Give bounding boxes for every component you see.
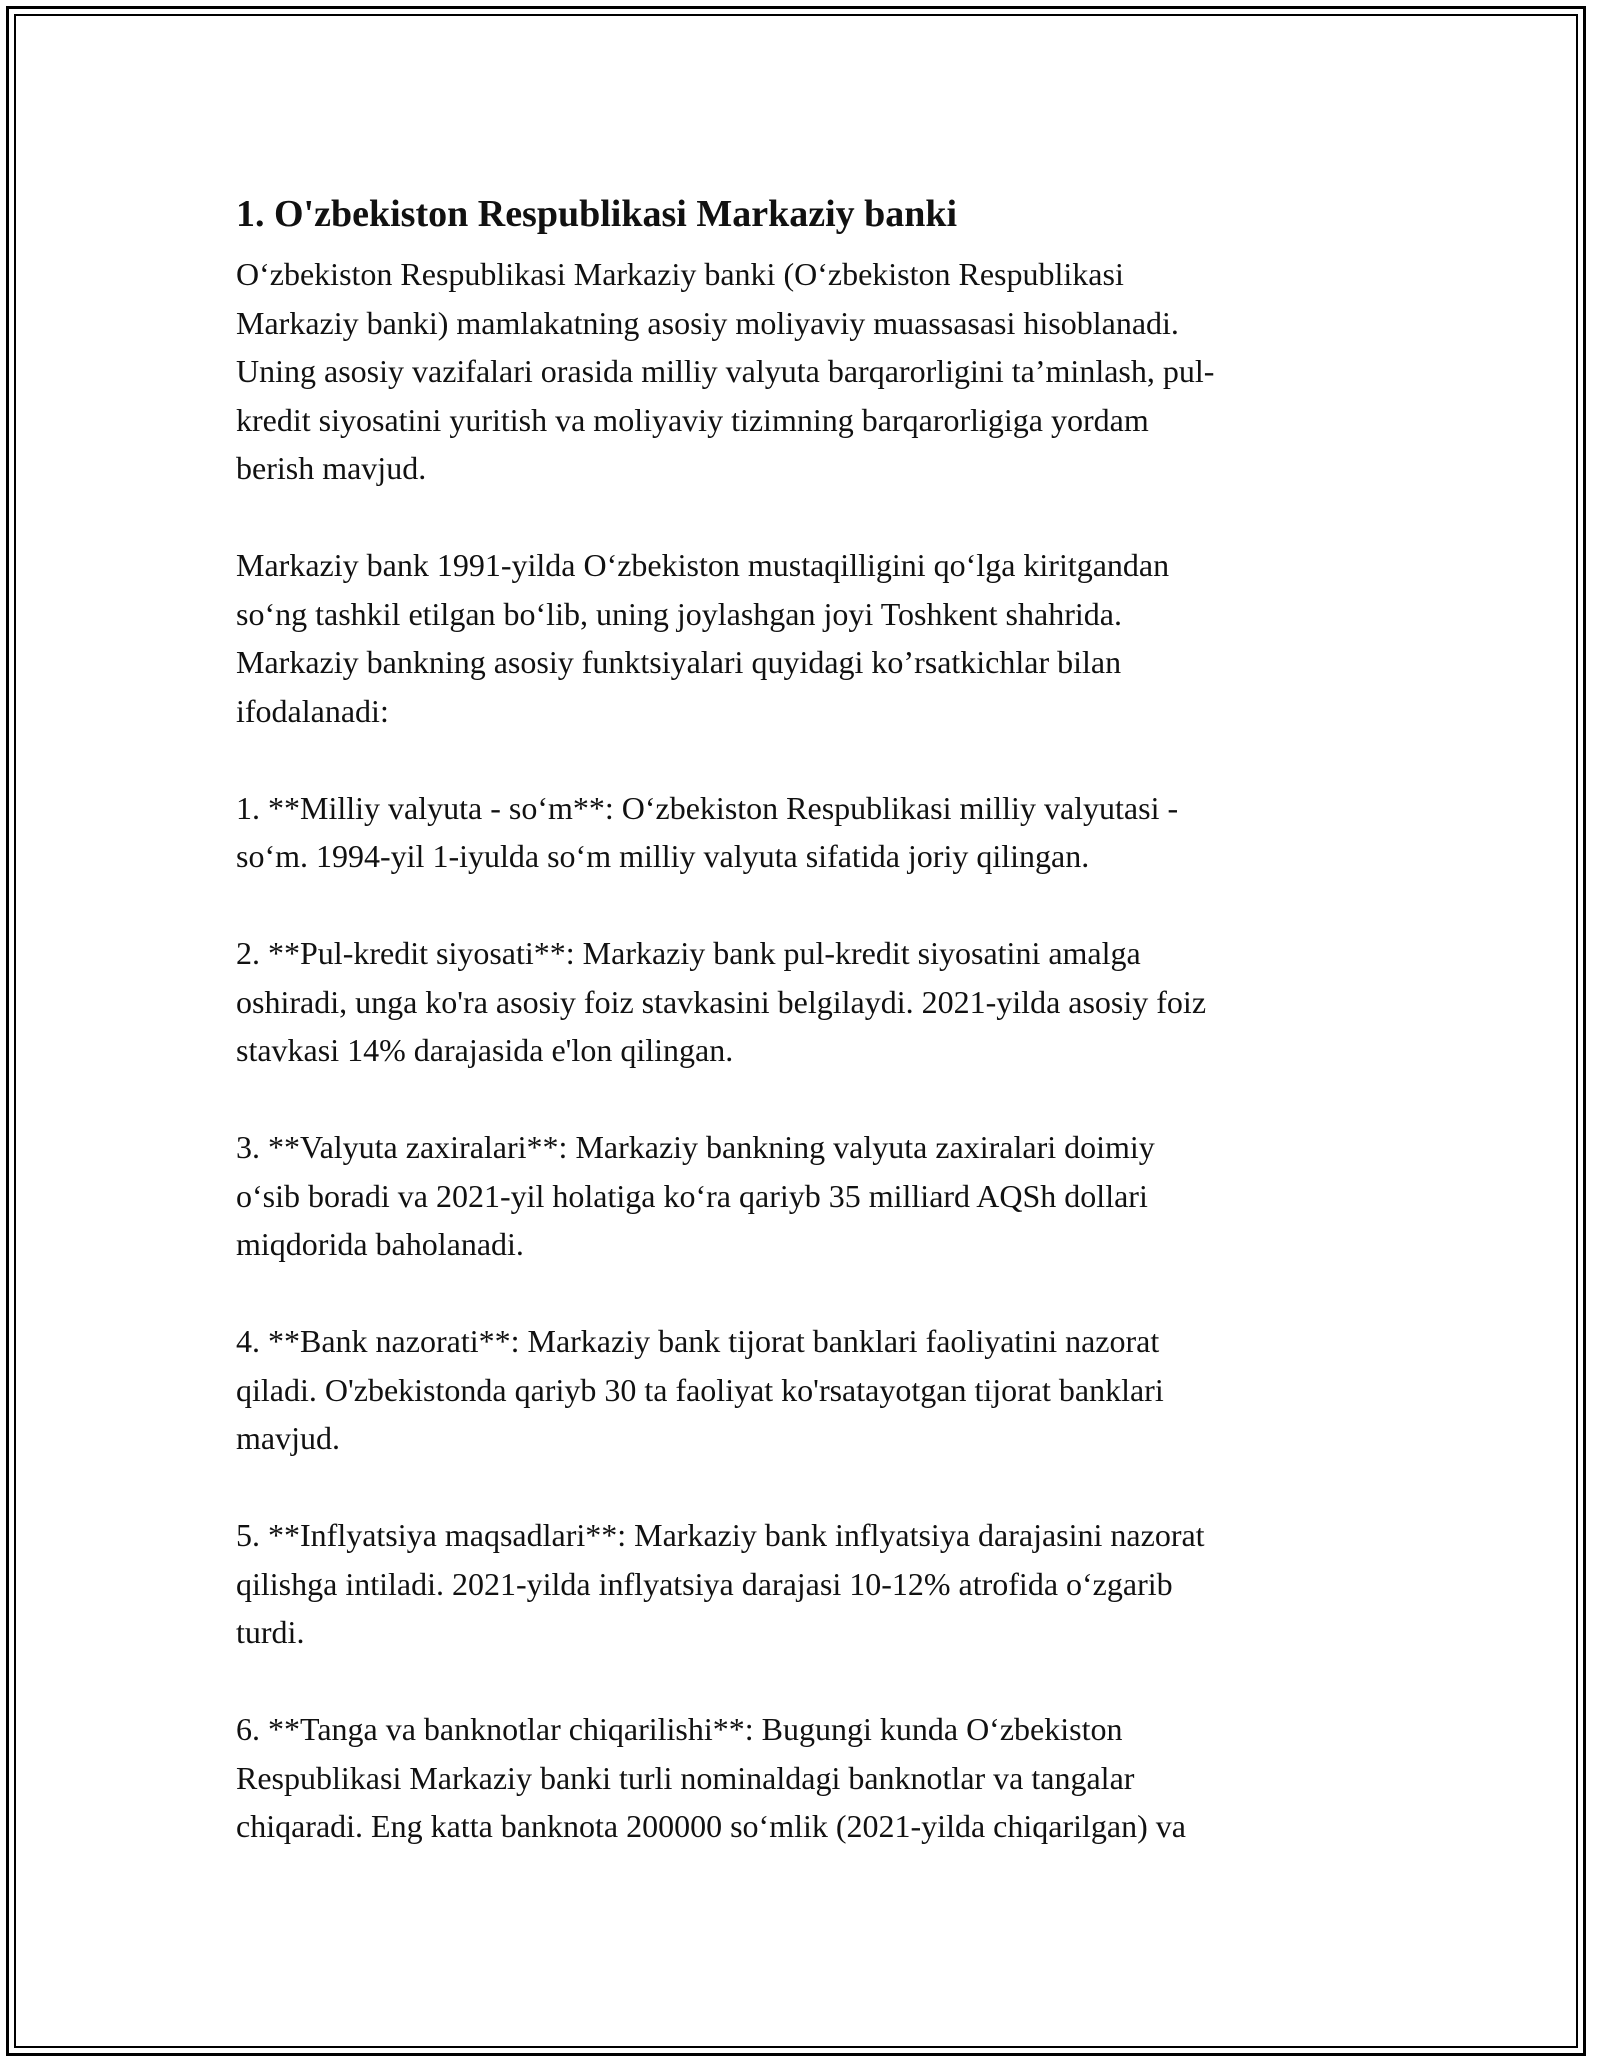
text-line: so‘ng tashkil etilgan bo‘lib, uning joylashgan joyi Toshkent shahrida. [236,595,1122,632]
paragraph-history [236,541,1376,735]
text-line: qiladi. O'zbekistonda qariyb 30 ta faoliyat ko'rsatayotgan tijorat banklari [236,1371,1164,1408]
text-line: miqdorida baholanadi. [236,1226,524,1262]
text-line: berish mavjud. [236,450,427,486]
text-line: 6. **Tanga va banknotlar chiqarilishi**: Bugungi kunda O‘zbekiston [236,1711,1123,1747]
text-line: chiqaradi. Eng katta banknota 200000 so‘mlik (2021-yilda chiqarilgan) va [236,1808,1186,1844]
text-line: 4. **Bank nazorati**: Markaziy bank tijorat banklari faoliyatini nazorat [236,1323,1160,1359]
document-title: 1. O'zbekiston Respublikasi Markaziy banki [236,193,958,235]
text-line: Markaziy bankning asosiy funktsiyalari quyidagi ko’rsatkichlar bilan [236,644,1122,680]
text-line: 1. **Milliy valyuta - so‘m**: O‘zbekiston Respublikasi milliy valyutasi - [236,789,1179,826]
text-line: O‘zbekiston Respublikasi Markaziy banki (O‘zbekiston Respublikasi [236,256,1124,292]
list-item-banknotes [236,1705,1376,1851]
text-line: Respublikasi Markaziy banki turli nominaldagi banknotlar va tangalar [236,1759,1135,1796]
text-line: Markaziy bank 1991-yilda O‘zbekiston mustaqilligini qo‘lga kiritgandan [236,547,1170,583]
text-line: Markaziy banki) mamlakatning asosiy moliyaviy muassasasi hisoblanadi. [236,304,1179,341]
text-line: mavjud. [236,1420,340,1456]
text-line: ifodalanadi: [236,692,389,729]
list-item-monetary-policy [236,929,1376,1075]
text-line: 5. **Inflyatsiya maqsadlari**: Markaziy bank inflyatsiya darajasini nazorat [236,1517,1205,1553]
list-item-inflation [236,1511,1376,1657]
text-line: Uning asosiy vazifalari orasida milliy valyuta barqarorligini ta’minlash, pul- [236,353,1215,389]
text-line: o‘sib boradi va 2021-yil holatiga ko‘ra qariyb 35 milliard AQSh dollari [236,1177,1148,1214]
text-line: so‘m. 1994-yil 1-iyulda so‘m milliy valyuta sifatida joriy qilingan. [236,838,1090,874]
text-line: kredit siyosatini yuritish va moliyaviy tizimning barqarorligiga yordam [236,401,1149,438]
text-line: qilishga intiladi. 2021-yilda inflyatsiya darajasi 10-12% atrofida o‘zgarib [236,1565,1173,1602]
paragraph-intro [236,250,1376,493]
document-page [236,184,1376,1851]
text-line: 3. **Valyuta zaxiralari**: Markaziy bankning valyuta zaxiralari doimiy [236,1129,1155,1165]
text-line: 2. **Pul-kredit siyosati**: Markaziy bank pul-kredit siyosatini amalga [236,935,1141,971]
text-line: stavkasi 14% darajasida e'lon qilingan. [236,1032,734,1068]
list-item-bank-supervision [236,1317,1376,1463]
list-item-currency [236,784,1376,881]
list-item-reserves [236,1123,1376,1269]
text-line: turdi. [236,1614,305,1650]
text-line: oshiradi, unga ko'ra asosiy foiz stavkasini belgilaydi. 2021-yilda asosiy foiz [236,983,1207,1020]
